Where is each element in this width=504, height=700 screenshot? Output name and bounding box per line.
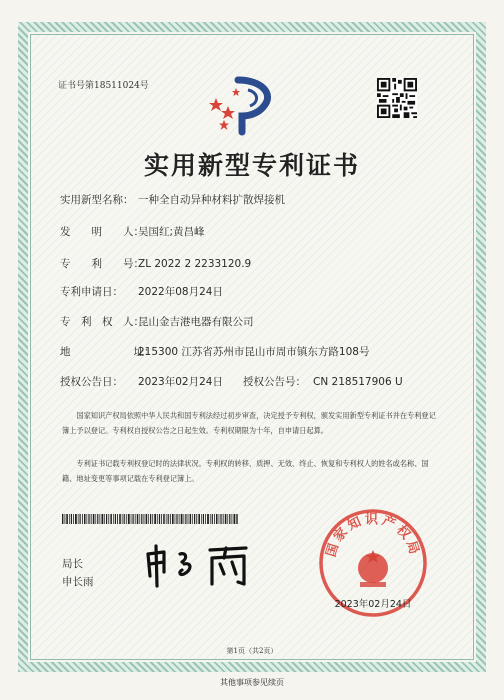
qr-code-icon [377,78,417,118]
barcode-icon [62,514,238,524]
field-label: 实用新型名称： [60,194,134,206]
signature-icon [140,540,260,590]
field-inventor [60,224,205,239]
field-label: 专 利 权 人： [60,316,144,328]
field-announcement-number [243,374,403,389]
field-value: 2023年02月24日 [138,376,223,388]
field-value: 2022年08月24日 [138,286,223,298]
field-label: 专利申请日： [60,286,123,298]
field-value: 昆山金吉港电器有限公司 [138,316,254,328]
director-name: 申长雨 [62,576,94,588]
field-grant-date [60,374,223,389]
field-application-date [60,284,223,299]
field-value: ZL 2022 2 2233120.9 [138,258,252,270]
svg-text:国家知识产权局: 国家知识产权局 [323,512,423,559]
field-label: 专 利 号： [60,258,144,270]
certificate-number: 证书号第18511024号 [58,81,149,91]
director-title: 局长 [62,558,83,570]
field-patentee [60,314,254,329]
field-utility-model-name [60,192,285,207]
field-value: 一种全自动异种材料扩散焊接机 [138,194,285,206]
footer-note: 其他事项参见续页 [220,678,284,687]
page-title: 实用新型专利证书 [143,151,360,180]
field-label: 发 明 人： [60,226,144,238]
field-value: 215300 江苏省苏州市昆山市周市镇东方路108号 [138,346,370,358]
field-label: 地 址： [60,346,155,358]
field-label: 授权公告日： [60,376,123,388]
field-value: 吴国红;黄昌峰 [138,226,205,238]
field-patent-number [60,256,251,271]
cnipa-logo-icon [204,76,290,136]
field-label: 授权公告号： [243,376,306,388]
legal-paragraph: 专利证书记载专利权登记时的法律状况。专利权的转移、质押、无效、终止、恢复和专利权人的姓名或名称、国籍、地址变更等事项记载在专利登记簿上。 [62,459,429,483]
seal-date: 2023年02月24日 [334,599,412,610]
director-block [62,555,94,591]
field-address [60,344,369,359]
legal-paragraph: 国家知识产权局依照中华人民共和国专利法经过初步审查，决定授予专利权，颁发实用新型专利证书并在专利登记簿上予以登记。专利权自授权公告之日起生效。专利权期限为十年，自申请日起算。 [62,411,436,435]
page-number: 第1页（共2页） [226,647,278,655]
field-value: CN 218517906 U [313,376,403,388]
